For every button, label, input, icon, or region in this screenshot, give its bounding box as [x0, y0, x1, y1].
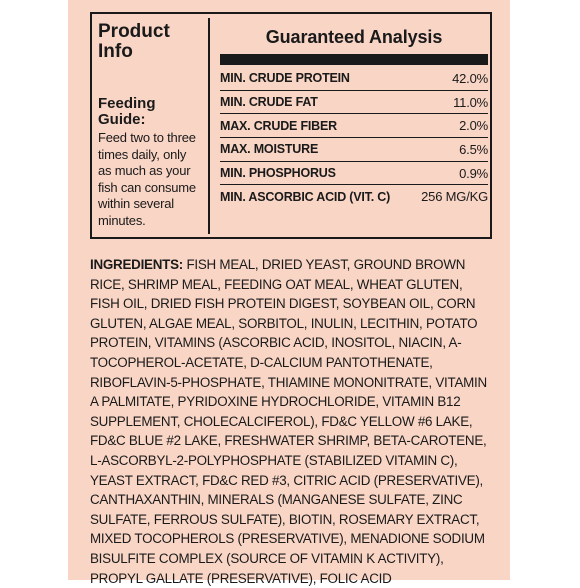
analysis-value: 256 MG/KG	[421, 189, 488, 205]
analysis-value: 11.0%	[453, 94, 488, 110]
column-divider	[208, 18, 210, 234]
analysis-label: MIN. CRUDE PROTEIN	[220, 71, 350, 86]
analysis-label: MIN. CRUDE FAT	[220, 95, 318, 110]
analysis-row	[220, 91, 488, 115]
analysis-value: 6.5%	[459, 141, 488, 157]
analysis-row	[220, 114, 488, 138]
analysis-value: 42.0%	[452, 70, 488, 86]
analysis-label: MIN. ASCORBIC ACID (VIT. C)	[220, 189, 391, 204]
product-title-line2: Info	[98, 41, 133, 62]
product-title-line1: Product	[98, 21, 170, 42]
analysis-label: MIN. PHOSPHORUS	[220, 166, 336, 181]
analysis-label: MAX. MOISTURE	[220, 142, 319, 157]
analysis-row	[220, 162, 488, 186]
guaranteed-analysis-title: Guaranteed Analysis	[265, 27, 443, 47]
analysis-value: 2.0%	[459, 118, 488, 134]
analysis-value: 0.9%	[459, 165, 488, 181]
analysis-header-bar	[220, 54, 488, 65]
analysis-label: MAX. CRUDE FIBER	[220, 118, 337, 133]
feeding-guide-text: Feed two to three times daily, only as much as your fish can consume within several minutes.	[98, 130, 196, 228]
ingredients-text: FISH MEAL, DRIED YEAST, GROUND BROWN RICE, SHRIMP MEAL, FEEDING OAT MEAL, WHEAT GLUTEN, FISH OIL, DRIED FISH PROTEIN DIGEST, SOYBEAN OIL, CORN GLUTEN, ALGAE MEAL, SORBITOL, INULIN, LECITHIN, POTATO PROTEIN, VITAMINS (ASCORBIC ACID, INOSITOL, NIACIN, A-TOCOPHEROL-ACETATE, D-CALCIUM PANTOTHENATE, RIBOFLAVIN-5-PHOSPHATE, THIAMINE MONONITRATE, VITAMIN A PALMITATE, PYRIDOXINE HYDROCHLORIDE, VITAMIN B12 SUPPLEMENT, CHOLECALCIFEROL), FD&C YELLOW #6 LAKE, FD&C BLUE #2 LAKE, FRESHWATER SHRIMP, BETA-CAROTENE, L-ASCORBYL-2-POLYPHOSPHATE (STABILIZED VITAMIN C), YEAST EXTRACT, FD&C RED #3, CITRIC ACID (PRESERVATIVE), CANTHAXANTHIN, MINERALS (MANGANESE SULFATE, ZINC SULFATE, FERROUS SULFATE), BIOTIN, ROSEMARY EXTRACT, MIXED TOCOPHEROLS (PRESERVATIVE), MENADIONE SODIUM BISULFITE COMPLEX (SOURCE OF VITAMIN K ACTIVITY), PROPYL GALLATE (PRESERVATIVE), FOLIC ACID	[90, 257, 487, 586]
analysis-row	[220, 185, 488, 208]
ingredients-label: INGREDIENTS:	[90, 257, 187, 272]
analysis-row	[220, 138, 488, 162]
guide-title-line1: Feeding	[98, 95, 156, 112]
product-info-title	[98, 22, 202, 62]
ingredients-block	[90, 255, 492, 588]
guide-title-line2: Guide:	[98, 111, 146, 128]
analysis-row	[220, 67, 488, 91]
product-info-column	[98, 22, 202, 229]
feeding-guide-title	[98, 96, 202, 128]
guaranteed-analysis-column	[220, 26, 488, 208]
analysis-table	[220, 67, 488, 208]
